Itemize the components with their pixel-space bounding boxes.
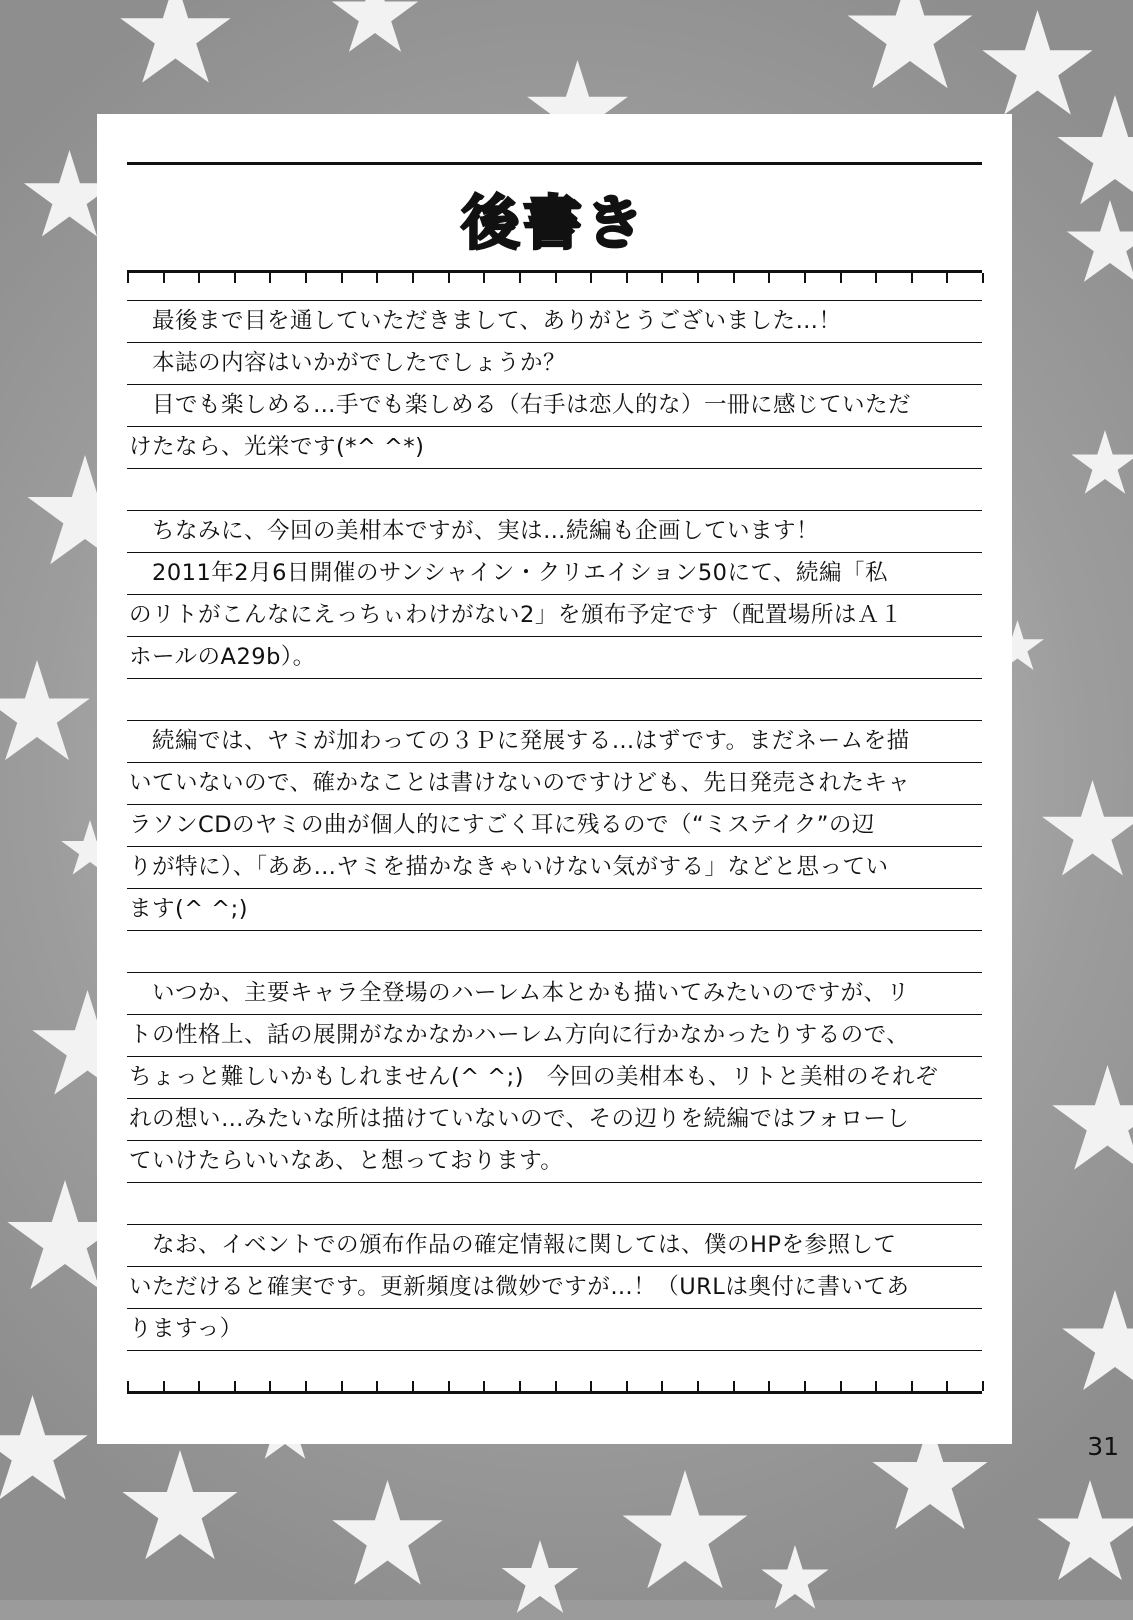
- rule-tick: [163, 1381, 165, 1391]
- text-line: [127, 553, 982, 595]
- afterword-body: [127, 300, 982, 1444]
- paragraph: [127, 510, 982, 679]
- rule-tick: [590, 1381, 592, 1391]
- text-line-content: なお、イベントでの頒布作品の確定情報に関しては、僕のHPを参照して: [129, 1232, 897, 1258]
- rule-tick: [376, 273, 378, 283]
- title-rule-top: [127, 162, 982, 165]
- text-line: [127, 1309, 982, 1351]
- text-line: [127, 1141, 982, 1183]
- rule-tick: [661, 1381, 663, 1391]
- rule-tick: [804, 273, 806, 283]
- rule-tick: [483, 1381, 485, 1391]
- paragraph: [127, 720, 982, 931]
- star-decoration: [118, 0, 233, 93]
- rule-tick: [946, 1381, 948, 1391]
- text-line-content: れの想い…みたいな所は描けていないので、その辺りを続編ではフォローし: [129, 1106, 910, 1132]
- rule-tick: [626, 1381, 628, 1391]
- rule-tick: [697, 1381, 699, 1391]
- paragraph-gap: [127, 1183, 982, 1224]
- rule-tick: [875, 1381, 877, 1391]
- rule-tick: [911, 273, 913, 283]
- rule-tick: [555, 273, 557, 283]
- text-line-content: ラソンCDのヤミの曲が個人的にすごく耳に残るので（“ミステイク”の辺: [129, 812, 875, 838]
- rule-tick: [911, 1381, 913, 1391]
- text-line: [127, 385, 982, 427]
- star-decoration: [760, 1545, 830, 1615]
- star-decoration: [1060, 1290, 1133, 1400]
- rule-tick: [982, 273, 984, 283]
- rule-tick: [269, 1381, 271, 1391]
- rule-tick: [234, 273, 236, 283]
- text-line: [127, 1099, 982, 1141]
- rule-tick: [555, 1381, 557, 1391]
- text-line-content: いつか、主要キャラ全登場のハーレム本とかも描いてみたいのですが、リ: [129, 980, 910, 1006]
- rule-tick: [982, 1381, 984, 1391]
- rule-tick: [768, 273, 770, 283]
- paragraph-gap: [127, 931, 982, 972]
- rule-tick: [198, 273, 200, 283]
- text-line-content: 最後まで目を通していただきまして、ありがとうございました…！: [129, 308, 842, 334]
- text-line-content: けたなら、光栄です(*^ ^*): [129, 434, 425, 460]
- text-line: [127, 510, 982, 553]
- rule-tick: [341, 273, 343, 283]
- text-line-content: りますっ）: [129, 1316, 243, 1342]
- rule-tick: [305, 1381, 307, 1391]
- paragraph-gap: [127, 679, 982, 720]
- rule-tick: [733, 273, 735, 283]
- star-decoration: [330, 1480, 445, 1595]
- rule-tick: [269, 273, 271, 283]
- text-line: [127, 972, 982, 1015]
- text-line: [127, 427, 982, 469]
- star-decoration: [1070, 430, 1133, 500]
- rule-tick: [946, 273, 948, 283]
- star-decoration: [1065, 200, 1133, 290]
- text-line-content: ちなみに、今回の美柑本ですが、実は…続編も企画しています！: [129, 518, 820, 544]
- rule-tick: [163, 273, 165, 283]
- text-line-content: 目でも楽しめる…手でも楽しめる（右手は恋人的な）一冊に感じていただ: [129, 392, 912, 418]
- page-number: 31: [1087, 1432, 1119, 1461]
- rule-tick: [376, 1381, 378, 1391]
- paragraph: [127, 1224, 982, 1351]
- star-decoration: [1050, 1065, 1133, 1180]
- rule-tick: [198, 1381, 200, 1391]
- rule-tick: [341, 1381, 343, 1391]
- star-decoration: [500, 1540, 580, 1620]
- title-rule-bottom: [127, 270, 982, 287]
- rule-tick: [875, 273, 877, 283]
- text-line: [127, 637, 982, 679]
- text-line-content: ます(^ ^;): [129, 896, 248, 922]
- rule-tick: [590, 273, 592, 283]
- text-line-content: ホールのA29b）。: [129, 644, 316, 670]
- star-decoration: [120, 1450, 240, 1570]
- star-decoration: [0, 1395, 90, 1510]
- paragraph: [127, 972, 982, 1183]
- text-line: [127, 1224, 982, 1267]
- text-line-content: 2011年2月6日開催のサンシャイン・クリエイション50にて、続編「私: [129, 560, 889, 586]
- text-line: [127, 1015, 982, 1057]
- text-line-content: 本誌の内容はいかがでしたでしょうか？: [129, 350, 567, 376]
- rule-tick: [697, 273, 699, 283]
- star-decoration: [620, 1470, 750, 1600]
- rule-tick: [127, 1381, 129, 1391]
- document-sheet: [97, 114, 1012, 1444]
- star-decoration: [845, 0, 975, 100]
- text-line: [127, 1057, 982, 1099]
- footer-rule: [127, 1377, 982, 1394]
- rule-tick: [412, 1381, 414, 1391]
- text-line-content: ていけたらいいなあ、と想っております。: [129, 1148, 564, 1174]
- paragraph-gap: [127, 469, 982, 510]
- text-line: [127, 1267, 982, 1309]
- text-line-content: りが特に）、「ああ…ヤミを描かなきゃいけない気がする」などと思ってい: [129, 854, 889, 880]
- star-decoration: [0, 660, 92, 770]
- rule-tick: [840, 273, 842, 283]
- rule-tick: [234, 1381, 236, 1391]
- text-line: [127, 763, 982, 805]
- rule-tick: [305, 273, 307, 283]
- text-line-content: いていないので、確かなことは書けないのですけども、先日発売されたキャ: [129, 770, 911, 796]
- rule-tick: [519, 1381, 521, 1391]
- text-line: [127, 300, 982, 343]
- text-line: [127, 847, 982, 889]
- text-line: [127, 889, 982, 931]
- text-line: [127, 720, 982, 763]
- rule-tick: [733, 1381, 735, 1391]
- text-line-content: 続編では、ヤミが加わっての３Ｐに発展する…はずです。まだネームを描: [129, 728, 910, 754]
- rule-tick: [840, 1381, 842, 1391]
- rule-tick: [448, 273, 450, 283]
- text-line-content: トの性格上、話の展開がなかなかハーレム方向に行かなかったりするので、: [129, 1022, 910, 1048]
- star-decoration: [330, 0, 420, 60]
- star-decoration: [1055, 95, 1133, 215]
- text-line-content: いただけると確実です。更新頻度は微妙ですが…！（URLは奥付に書いてあ: [129, 1274, 910, 1300]
- rule-tick: [661, 273, 663, 283]
- star-decoration: [980, 10, 1095, 125]
- star-decoration: [1035, 1480, 1133, 1590]
- rule-tick: [768, 1381, 770, 1391]
- paragraph: [127, 300, 982, 469]
- text-line-content: のリトがこんなにえっちぃわけがない2」を頒布予定です（配置場所はＡ１: [129, 602, 903, 628]
- rule-tick: [412, 273, 414, 283]
- rule-tick: [519, 273, 521, 283]
- text-line: [127, 595, 982, 637]
- rule-tick: [804, 1381, 806, 1391]
- page-title: 後書き: [461, 189, 648, 257]
- star-decoration: [1040, 780, 1133, 885]
- text-line: [127, 343, 982, 385]
- rule-tick: [127, 273, 129, 283]
- text-line-content: ちょっと難しいかもしれません(^ ^;) 今回の美柑本も、リトと美柑のそれぞ: [129, 1064, 938, 1090]
- rule-tick: [626, 273, 628, 283]
- rule-tick: [483, 273, 485, 283]
- rule-tick: [448, 1381, 450, 1391]
- text-line: [127, 805, 982, 847]
